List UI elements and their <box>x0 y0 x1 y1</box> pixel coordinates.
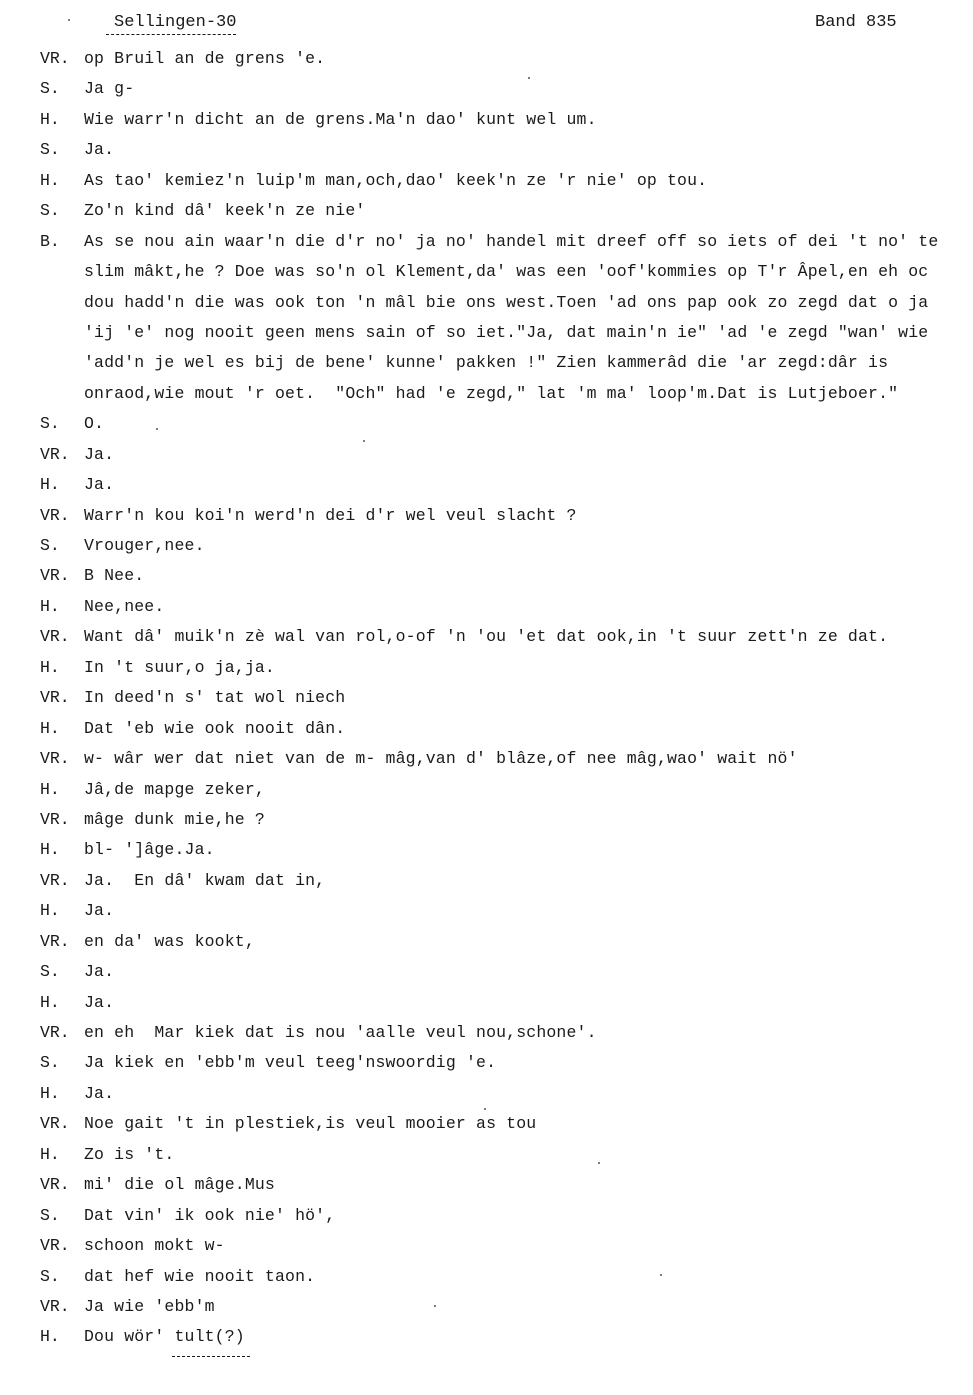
transcript-line <box>0 288 973 318</box>
scan-speck <box>660 1274 662 1276</box>
transcript-lines <box>0 44 973 1353</box>
transcript-line <box>0 714 973 744</box>
utterance-text: 'ij 'e' nog nooit geen mens sain of so iet."Ja, dat main'n ie" 'ad 'e zegd "wan' wie <box>84 322 929 342</box>
speaker-label: VR. <box>40 1023 70 1042</box>
speaker-label: S. <box>40 201 60 221</box>
speaker-label: S. <box>40 1266 60 1286</box>
speaker-label: H. <box>40 901 60 921</box>
transcript-line <box>0 744 973 774</box>
speaker-label: H. <box>40 1327 60 1347</box>
utterance-text: Ja. <box>84 444 115 464</box>
scan-speck <box>434 1305 436 1307</box>
transcript-line <box>0 683 973 713</box>
utterance-text: bl- ']âge.Ja. <box>84 840 215 860</box>
document-title <box>114 13 236 32</box>
speaker-label: S. <box>40 536 60 555</box>
transcript-line <box>0 1079 973 1109</box>
speaker-label: VR. <box>40 809 70 829</box>
speaker-label: VR. <box>40 1175 70 1195</box>
speaker-label: S. <box>40 79 60 99</box>
transcript-line <box>0 470 973 500</box>
utterance-text: Ja. <box>84 475 115 495</box>
speaker-label: S. <box>40 140 60 160</box>
transcript-line <box>0 74 973 104</box>
transcript-line <box>0 1018 973 1048</box>
scan-speck <box>363 440 365 442</box>
transcript-line <box>0 1231 973 1261</box>
speaker-label: S. <box>40 414 60 434</box>
transcript-line <box>0 531 973 561</box>
speaker-label: S. <box>40 1205 60 1225</box>
speaker-label: H. <box>40 1083 60 1103</box>
utterance-text: Dat vin' ik ook nie' hö', <box>84 1205 336 1225</box>
speaker-label: H. <box>40 1144 60 1164</box>
utterance-text: Ja. <box>84 140 115 160</box>
final-line-underline <box>172 1356 250 1357</box>
transcript-line <box>0 835 973 865</box>
transcript-line <box>0 805 973 835</box>
scan-speck <box>68 19 70 21</box>
utterance-text: Vrouger,nee. <box>84 536 205 555</box>
utterance-text: Ja. <box>84 1083 115 1103</box>
utterance-text: Nee,nee. <box>84 596 165 616</box>
utterance-text: Noe gait 't in plestiek,is veul mooier as tou <box>84 1114 537 1134</box>
transcript-line <box>0 927 973 957</box>
transcript-line <box>0 227 973 257</box>
speaker-label: H. <box>40 475 60 495</box>
transcript-line <box>0 44 973 74</box>
speaker-label: VR. <box>40 749 70 769</box>
utterance-text: Zo is 't. <box>84 1144 175 1164</box>
utterance-text: Want dâ' muik'n zè wal van rol,o-of 'n 'ou 'et dat ook,in 't suur zett'n ze dat. <box>84 627 889 647</box>
scan-speck <box>528 77 530 79</box>
speaker-label: VR. <box>40 688 70 708</box>
speaker-label: VR. <box>40 1236 70 1256</box>
utterance-text: As se nou ain waar'n die d'r no' ja no' handel mit dreef off so iets of dei 't no' te <box>84 231 939 251</box>
speaker-label: VR. <box>40 931 70 951</box>
utterance-text: Ja. En dâ' kwam dat in, <box>84 870 326 890</box>
utterance-text: In deed'n s' tat wol niech <box>84 688 346 708</box>
transcript-line <box>0 318 973 348</box>
utterance-text: dou hadd'n die was ook ton 'n mâl bie ons west.Toen 'ad ons pap ook zo zegd dat o ja <box>84 292 929 312</box>
utterance-text: schoon mokt w- <box>84 1236 225 1256</box>
scan-speck <box>484 1108 486 1110</box>
utterance-text: en da' was kookt, <box>84 931 255 951</box>
speaker-label: VR. <box>40 566 70 586</box>
utterance-text: dat hef wie nooit taon. <box>84 1266 316 1286</box>
utterance-text: O. <box>84 414 105 434</box>
utterance-text: As tao' kemiez'n luip'm man,och,dao' keek'n ze 'r nie' op tou. <box>84 170 708 190</box>
transcript-line <box>0 409 973 439</box>
speaker-label: VR. <box>40 627 70 647</box>
transcript-line <box>0 988 973 1018</box>
scan-speck <box>598 1162 600 1164</box>
utterance-text: Ja wie 'ebb'm <box>84 1296 215 1316</box>
transcript-line <box>0 775 973 805</box>
utterance-text: Wie warr'n dicht an de grens.Ma'n dao' kunt wel um. <box>84 109 597 129</box>
utterance-text: mâge dunk mie,he ? <box>84 809 265 829</box>
speaker-label: H. <box>40 109 60 129</box>
speaker-label: H. <box>40 596 60 616</box>
utterance-text: Ja kiek en 'ebb'm veul teeg'nswoordig 'e. <box>84 1053 497 1073</box>
title-underline <box>106 34 236 35</box>
utterance-text: w- wâr wer dat niet van de m- mâg,van d' blâze,of nee mâg,wao' wait nö' <box>84 749 798 769</box>
transcript-line <box>0 592 973 622</box>
speaker-label: S. <box>40 1053 60 1073</box>
transcript-line <box>0 1109 973 1139</box>
page-header <box>0 13 973 39</box>
speaker-label: H. <box>40 779 60 799</box>
utterance-text: op Bruil an de grens 'e. <box>84 49 326 68</box>
utterance-text: Dou wör' tult(?) <box>84 1327 245 1347</box>
transcript-line <box>0 561 973 591</box>
utterance-text: onraod,wie mout 'r oet. "Och" had 'e zegd," lat 'm ma' loop'm.Dat is Lutjeboer." <box>84 383 899 403</box>
transcript-line <box>0 135 973 165</box>
speaker-label: VR. <box>40 870 70 890</box>
speaker-label: VR. <box>40 505 70 525</box>
transcript-line <box>0 622 973 652</box>
document-title-text: Sellingen-30 <box>114 13 237 32</box>
utterance-text: In 't suur,o ja,ja. <box>84 657 275 677</box>
transcript-line <box>0 1048 973 1078</box>
speaker-label: B. <box>40 231 60 251</box>
speaker-label: H. <box>40 992 60 1012</box>
scan-speck <box>156 428 158 430</box>
utterance-text: Ja g- <box>84 79 135 99</box>
speaker-label: H. <box>40 840 60 860</box>
transcript-line <box>0 896 973 926</box>
utterance-text: Dat 'eb wie ook nooit dân. <box>84 718 346 738</box>
transcript-line <box>0 1140 973 1170</box>
utterance-text: mi' die ol mâge.Mus <box>84 1175 275 1195</box>
transcript-line <box>0 196 973 226</box>
utterance-text: Zo'n kind dâ' keek'n ze nie' <box>84 201 366 221</box>
transcript-line <box>0 1170 973 1200</box>
utterance-text: Jâ,de mapge zeker, <box>84 779 265 799</box>
transcript-line <box>0 653 973 683</box>
utterance-text: Ja. <box>84 962 115 982</box>
utterance-text: slim mâkt,he ? Doe was so'n ol Klement,da' was een 'oof'kommies op T'r Âpel,en eh oc <box>84 262 929 282</box>
transcript-line <box>0 1262 973 1292</box>
transcript-line <box>0 957 973 987</box>
transcript-line <box>0 348 973 378</box>
transcript-line <box>0 1292 973 1322</box>
speaker-label: H. <box>40 170 60 190</box>
utterance-text: Ja. <box>84 992 115 1012</box>
speaker-label: VR. <box>40 444 70 464</box>
utterance-text: en eh Mar kiek dat is nou 'aalle veul nou,schone'. <box>84 1023 597 1042</box>
speaker-label: VR. <box>40 49 70 68</box>
utterance-text: B Nee. <box>84 566 145 586</box>
transcript-line <box>0 166 973 196</box>
transcript-line <box>0 105 973 135</box>
speaker-label: VR. <box>40 1296 70 1316</box>
speaker-label: S. <box>40 962 60 982</box>
utterance-text: 'add'n je wel es bij de bene' kunne' pakken !" Zien kammerâd die 'ar zegd:dâr is <box>84 353 889 373</box>
transcript-line <box>0 440 973 470</box>
speaker-label: H. <box>40 657 60 677</box>
speaker-label: H. <box>40 718 60 738</box>
speaker-label: VR. <box>40 1114 70 1134</box>
transcript-line <box>0 257 973 287</box>
transcript-line <box>0 1322 973 1352</box>
transcript-line <box>0 866 973 896</box>
transcript-line <box>0 379 973 409</box>
transcript-line <box>0 1201 973 1231</box>
band-number: Band 835 <box>815 13 897 32</box>
utterance-text: Ja. <box>84 901 115 921</box>
utterance-text: Warr'n kou koi'n werd'n dei d'r wel veul slacht ? <box>84 505 577 525</box>
transcript-line <box>0 501 973 531</box>
